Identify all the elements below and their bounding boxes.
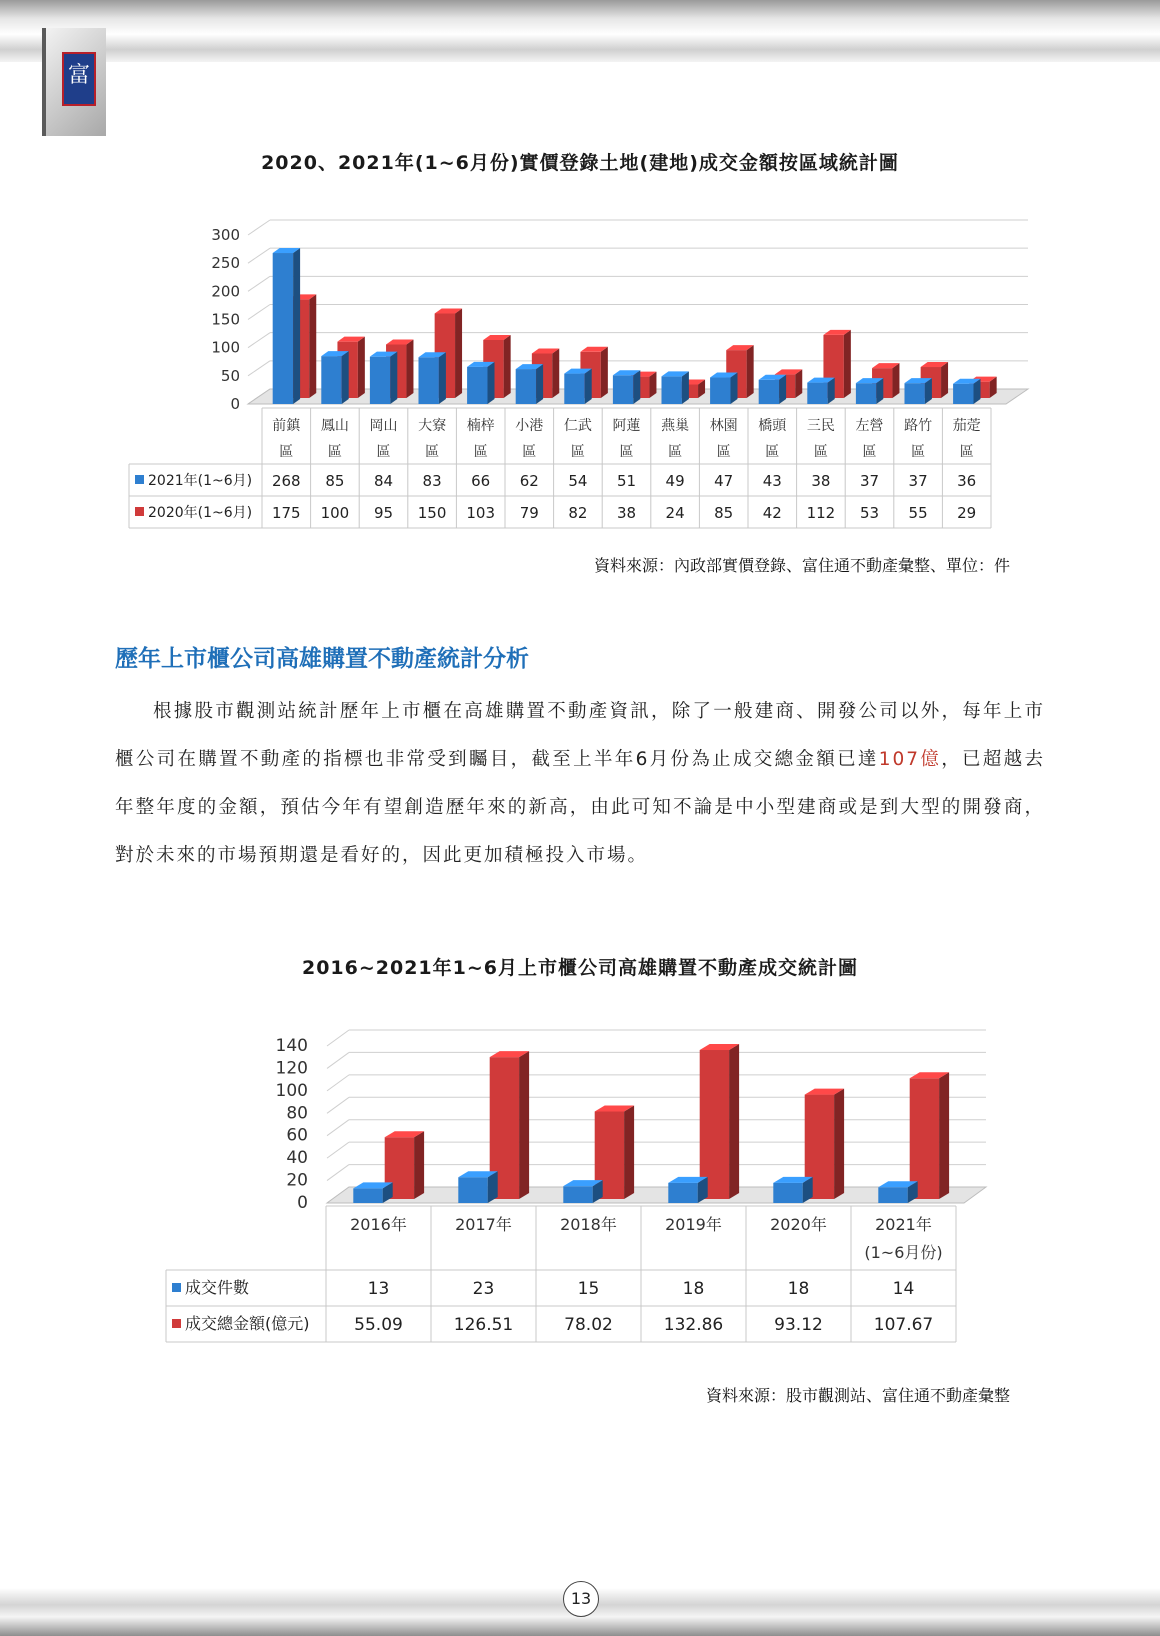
category-label: 區 [765, 444, 780, 460]
data-label-series1: 54 [568, 472, 588, 490]
bar-1-series2-side [519, 1051, 529, 1199]
data-label-series1: 13 [367, 1279, 390, 1299]
bar-5-series2-side [552, 348, 559, 398]
data-label-series2: 85 [714, 504, 734, 522]
bar-10-series1 [759, 375, 786, 404]
bar-3-series1 [418, 352, 445, 404]
bar-5-series1-front [516, 369, 536, 404]
data-label-series2: 132.86 [663, 1315, 724, 1335]
gridline-diag [327, 1097, 349, 1113]
gridline-diag [327, 1075, 349, 1091]
gridline-diag [327, 1052, 349, 1068]
bar-2-series1 [370, 352, 397, 404]
category-label: 阿蓮 [612, 418, 641, 434]
bar-1-series1 [458, 1171, 497, 1203]
data-label-series2: 55 [908, 504, 928, 522]
legend-key-series2 [172, 1319, 181, 1328]
y-tick-label: 50 [220, 366, 240, 385]
gridline-diag [248, 276, 270, 291]
paragraph-highlight: 107億 [878, 749, 942, 770]
y-tick-label: 150 [211, 310, 240, 329]
chart1-title: 2020、2021年(1~6月份)實價登錄土地(建地)成交金額按區域統計圖 [261, 152, 899, 174]
data-label-series2: 175 [271, 504, 301, 522]
bar-3-series1-side [439, 352, 446, 404]
bar-4-series2-side [504, 335, 511, 398]
bar-6-series1-front [564, 374, 584, 404]
bar-7-series1 [613, 370, 640, 404]
data-label-series2: 55.09 [354, 1315, 403, 1335]
bar-12-series1 [856, 378, 883, 404]
category-label: 三民 [806, 418, 835, 434]
category-label: 2021年 [875, 1215, 932, 1234]
chart1-svg [0, 0, 1160, 540]
data-label-series1: 38 [811, 472, 831, 490]
bar-12-series1-front [856, 383, 876, 404]
data-label-series1: 43 [762, 472, 782, 490]
bar-11-series1 [807, 378, 834, 404]
bar-9-series1 [710, 373, 737, 404]
category-label: 仁武 [563, 418, 592, 434]
category-label: 區 [619, 444, 634, 460]
data-label-series2: 112 [806, 504, 836, 522]
bar-2-series1 [563, 1180, 602, 1203]
category-label: 區 [862, 444, 877, 460]
bar-6-series1 [564, 369, 591, 404]
data-label-series1: 51 [616, 472, 637, 490]
category-label: 茄萣 [952, 418, 981, 434]
gridline-diag [327, 1142, 349, 1158]
gridline-diag [327, 1030, 349, 1046]
data-label-series1: 66 [471, 472, 491, 490]
category-label: 2017年 [455, 1215, 512, 1234]
bar-3-series2-side [455, 309, 462, 399]
category-label: 楠梓 [466, 418, 495, 434]
bar-10-series1-front [759, 380, 779, 404]
category-label: 小港 [515, 418, 544, 434]
category-label: 路竹 [904, 418, 933, 434]
data-label-series2: 95 [373, 504, 394, 522]
category-label: 橋頭 [758, 418, 787, 434]
legend-label-series2: 2020年(1~6月) [148, 505, 253, 521]
bar-2-series2-side [624, 1106, 634, 1199]
bar-0-series1-side [293, 248, 300, 404]
bar-4-series1-front [467, 367, 487, 404]
bar-5-series2 [910, 1072, 949, 1199]
bar-4-series1 [773, 1177, 812, 1203]
bar-4-series1-front [773, 1183, 802, 1203]
data-label-series1: 49 [665, 472, 685, 490]
category-label: (1~6月份) [864, 1243, 943, 1262]
bar-4-series1-side [488, 362, 495, 404]
bar-9-series1-side [731, 373, 738, 404]
bar-0-series1 [273, 248, 300, 404]
data-label-series2: 79 [519, 504, 539, 522]
legend-label-series1: 成交件數 [185, 1278, 250, 1297]
gridline-diag [248, 248, 270, 263]
bar-3-series2-side [729, 1044, 739, 1199]
bar-9-series1-front [710, 378, 730, 404]
bar-12-series2-side [892, 363, 899, 398]
y-tick-label: 20 [286, 1170, 308, 1191]
gridline-diag [248, 333, 270, 348]
y-tick-label: 300 [211, 226, 240, 244]
category-label: 區 [716, 444, 731, 460]
y-tick-label: 250 [211, 254, 240, 273]
bar-5-series2-side [939, 1072, 949, 1199]
data-label-series2: 150 [417, 504, 447, 522]
y-tick-label: 0 [230, 395, 240, 413]
gridline-diag [248, 305, 270, 320]
category-label: 區 [327, 444, 342, 460]
bar-3-series1 [668, 1177, 707, 1203]
bar-8-series1-side [682, 371, 689, 404]
y-tick-label: 140 [275, 1036, 308, 1056]
bar-1-series1-front [321, 356, 341, 404]
bar-1-series1-front [458, 1177, 487, 1203]
bar-0-series1 [353, 1182, 392, 1203]
bar-10-series1-side [779, 375, 786, 404]
bar-14-series1-front [953, 384, 973, 404]
logo-glyph: 富 [67, 63, 90, 88]
bar-8-series1 [661, 371, 688, 404]
bar-0-series2-side [414, 1131, 424, 1199]
bar-14-series1 [953, 379, 980, 404]
y-tick-label: 100 [211, 338, 240, 357]
legend-key-series1 [135, 475, 144, 484]
category-label: 2016年 [350, 1215, 407, 1234]
y-tick-label: 0 [297, 1193, 308, 1213]
category-label: 2019年 [665, 1215, 722, 1234]
bar-3-series1-front [668, 1183, 697, 1203]
chart2-source: 資料來源：股市觀測站、富住通不動產彙整 [705, 1386, 1010, 1405]
data-label-series2: 126.51 [453, 1315, 514, 1335]
category-label: 區 [911, 444, 926, 460]
data-label-series2: 29 [957, 504, 977, 522]
bar-3-series2 [700, 1044, 739, 1199]
bar-5-series1 [516, 364, 543, 404]
y-tick-label: 60 [286, 1125, 308, 1146]
bar-10-series2-side [795, 369, 802, 398]
legend-label-series2: 成交總金額(億元) [185, 1314, 310, 1333]
data-label-series1: 47 [714, 472, 734, 490]
bar-6-series2-side [601, 347, 608, 398]
bar-13-series1 [904, 378, 931, 404]
data-label-series2: 38 [616, 504, 637, 522]
category-label: 左營 [855, 418, 884, 434]
data-label-series2: 93.12 [774, 1315, 823, 1335]
paragraph-text-2: ，已超越去年整年度的金額，預估今年有望創造歷年來的新高，由此可知不論是中小型建商或是到大型的開發商，對於未來的市場預期還是看好的，因此更加積極投入市場。 [115, 749, 1045, 866]
paragraph-text-1: 根據股市觀測站統計歷年上市櫃在高雄購置不動產資訊，除了一般建商、開發公司以外，每年上市櫃公司在購置不動產的指標也非常受到矚目，截至上半年6月份為止成交總金額已達 [115, 701, 1045, 770]
category-label: 區 [473, 444, 488, 460]
chart2-svg [0, 1000, 1160, 1360]
bar-13-series1-front [904, 383, 924, 404]
y-tick-label: 100 [275, 1080, 308, 1101]
data-label-series2: 82 [568, 504, 588, 522]
category-label: 大寮 [418, 418, 447, 434]
bar-3-series1-front [418, 357, 438, 404]
bar-0-series1-front [273, 253, 293, 404]
bar-13-series2-side [941, 362, 948, 398]
data-label-series1: 62 [519, 472, 539, 490]
gridline-diag [327, 1120, 349, 1136]
bar-2-series1-front [370, 357, 390, 404]
data-label-series1: 18 [787, 1279, 810, 1299]
bar-0-series2-side [309, 294, 316, 398]
bar-4-series1 [467, 362, 494, 404]
bar-1-series1 [321, 351, 348, 404]
gridline-diag [327, 1165, 349, 1181]
bar-3-series2-front [700, 1050, 729, 1199]
data-label-series1: 83 [422, 472, 442, 490]
bar-7-series1-side [633, 370, 640, 404]
category-label: 2020年 [770, 1215, 827, 1234]
data-label-series1: 84 [373, 472, 394, 490]
page-number: 13 [563, 1581, 599, 1617]
category-label: 區 [522, 444, 537, 460]
data-label-series1: 37 [859, 472, 880, 490]
data-label-series1: 14 [892, 1279, 915, 1299]
bar-6-series1-side [585, 369, 592, 404]
section-heading: 歷年上市櫃公司高雄購置不動產統計分析 [115, 646, 529, 672]
category-label: 區 [668, 444, 683, 460]
y-tick-label: 120 [275, 1058, 308, 1079]
category-label: 區 [959, 444, 974, 460]
bar-5-series2-front [910, 1078, 939, 1199]
category-label: 前鎮 [272, 418, 301, 434]
chart1-source: 資料來源：內政部實價登錄、富住通不動產彙整、單位：件 [593, 556, 1010, 575]
category-label: 區 [813, 444, 828, 460]
data-label-series2: 24 [665, 504, 685, 522]
bar-0-series1-front [353, 1188, 382, 1203]
data-label-series1: 268 [271, 472, 301, 490]
data-label-series2: 53 [859, 504, 880, 522]
y-tick-label: 40 [286, 1148, 308, 1169]
data-label-series1: 36 [957, 472, 977, 490]
data-label-series2: 42 [762, 504, 782, 522]
bar-1-series2-side [358, 337, 365, 398]
y-tick-label: 200 [211, 282, 240, 301]
bar-2-series1-side [390, 352, 397, 404]
bar-8-series1-front [661, 376, 681, 404]
bar-1-series1-side [342, 351, 349, 404]
data-label-series1: 18 [682, 1279, 705, 1299]
bar-5-series1-front [878, 1187, 907, 1203]
data-label-series1: 37 [908, 472, 928, 490]
bar-9-series2-side [747, 345, 754, 398]
bar-5-series1-side [536, 364, 543, 404]
y-tick-label: 80 [286, 1103, 308, 1124]
legend-label-series1: 2021年(1~6月) [148, 473, 253, 489]
data-label-series2: 78.02 [564, 1315, 613, 1335]
data-label-series2: 103 [466, 504, 496, 522]
data-label-series1: 85 [325, 472, 345, 490]
data-label-series2: 107.67 [873, 1315, 934, 1335]
category-label: 岡山 [369, 418, 398, 434]
category-label: 區 [279, 444, 294, 460]
data-label-series1: 23 [472, 1279, 495, 1299]
bar-2-series2-side [406, 339, 413, 398]
bar-2-series1-front [563, 1186, 592, 1203]
bar-4-series2-side [834, 1089, 844, 1199]
bar-11-series1-front [807, 383, 827, 404]
category-label: 區 [425, 444, 440, 460]
category-label: 2018年 [560, 1215, 617, 1234]
bar-5-series1 [878, 1181, 917, 1203]
category-label: 區 [570, 444, 585, 460]
category-label: 區 [376, 444, 391, 460]
data-label-series1: 15 [577, 1279, 600, 1299]
section-paragraph [115, 688, 1045, 880]
legend-key-series2 [135, 507, 144, 516]
legend-key-series1 [172, 1283, 181, 1292]
data-label-series2: 100 [320, 504, 350, 522]
category-label: 燕巢 [661, 418, 690, 434]
gridline-diag [248, 220, 270, 235]
category-label: 林園 [709, 418, 738, 434]
bar-11-series2-side [844, 330, 851, 398]
bar-7-series1-front [613, 375, 633, 404]
gridline-diag [248, 361, 270, 376]
chart2-title: 2016~2021年1~6月上市櫃公司高雄購置不動產成交統計圖 [301, 957, 859, 979]
category-label: 鳳山 [320, 418, 349, 434]
